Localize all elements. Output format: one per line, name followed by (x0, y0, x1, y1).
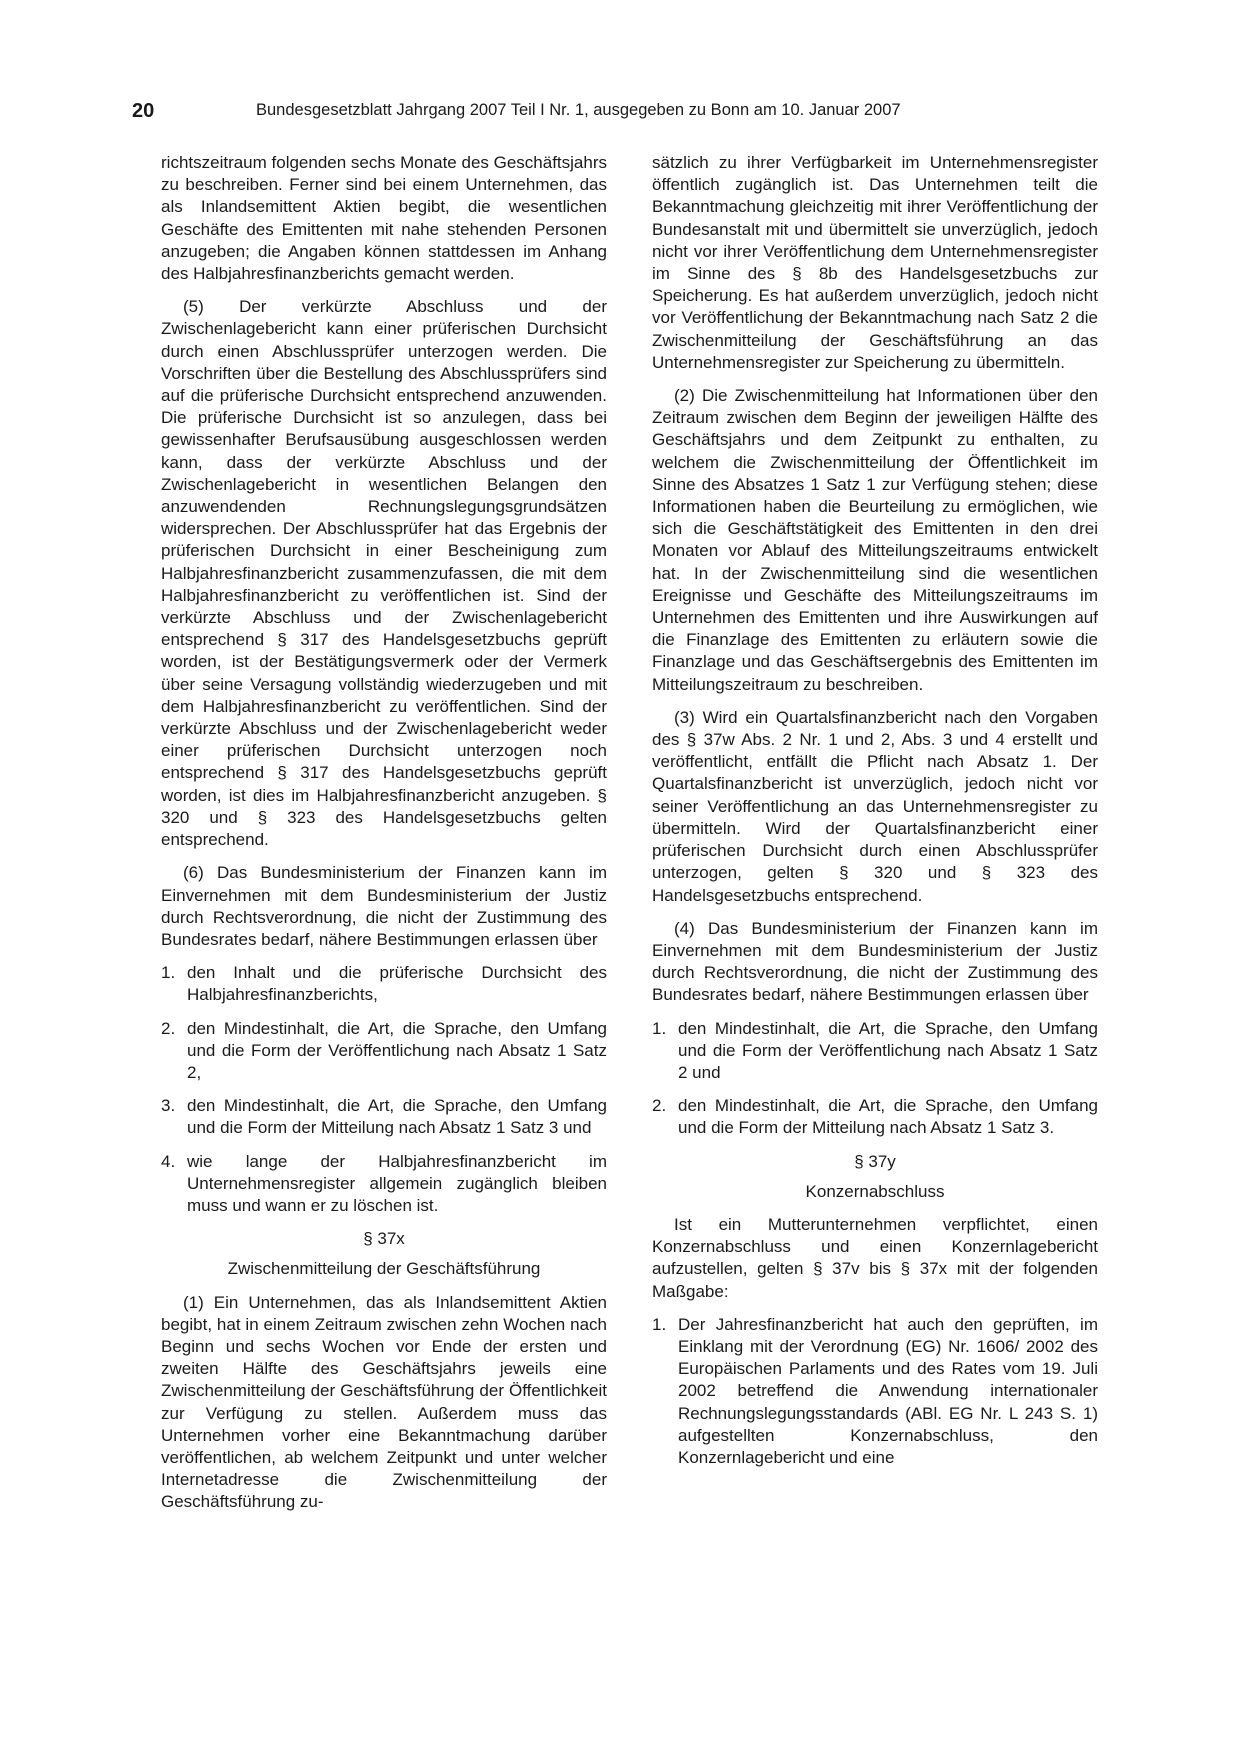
section-number: § 37y (854, 1151, 896, 1171)
paragraph: sätzlich zu ihrer Verfügbarkeit im Unternehmensregister öffentlich zugänglich ist. Das Unternehmen teilt die Bekanntmachung gleichzeitig mit ihrer Veröffentlichung der Bundesanstalt mit und übermittelt sie unverzüglich, jedoch nicht vor ihrer Veröffentlichung dem Unternehmensregister im Sinne des § 8b des Handelsgesetzbuchs zur Speicherung. Es hat außerdem unverzüglich, jedoch nicht vor Veröffentlichung der Bekanntmachung nach Satz 2 die Zwischenmitteilung der Geschäftsführung an das Unternehmensregister zur Speicherung zu übermitteln. (652, 153, 1098, 372)
list-item: 1. den Mindestinhalt, die Art, die Sprache, den Umfang und die Form der Veröffentlichung nach Absatz 1 Satz 2 und (652, 1018, 1098, 1082)
section-number: § 37x (363, 1229, 405, 1249)
paragraph: (1) Ein Unternehmen, das als Inlandsemittent Aktien begibt, hat in einem Zeitraum zwischen zehn Wochen nach Beginn und sechs Wochen vor Ende der ersten und zweiten Hälfte des Geschäftsjahrs jeweils eine Zwischenmitteilung der Geschäftsführung der Öffentlichkeit zur Verfügung zu stellen. Außerdem muss das Unternehmen vorher eine Bekanntmachung darüber veröffentlichen, ab welchem Zeitpunkt und unter welcher Internetadresse die Zwischenmitteilung der Geschäftsführung zu- (161, 1292, 607, 1512)
list-item: 2. den Mindestinhalt, die Art, die Sprache, den Umfang und die Form der Mitteilung nach Absatz 1 Satz 3. (652, 1096, 1098, 1138)
list-item: 1. Der Jahresfinanzbericht hat auch den geprüften, im Einklang mit der Verordnung (EG) Nr. 1606/ 2002 des Europäischen Parlaments und des Rates vom 19. Juli 2002 betreffend die Anwendung internationaler Rechnungslegungsstandards (ABl. EG Nr. L 243 S. 1) aufgestellten Konzernabschluss, den Konzernlagebericht und eine (652, 1314, 1098, 1467)
left-column (161, 152, 607, 1525)
numbered-list (161, 962, 607, 1217)
numbered-list (652, 1018, 1098, 1140)
page-number: 20 (132, 100, 155, 122)
paragraph: richtszeitraum folgenden sechs Monate des Geschäftsjahrs zu beschreiben. Ferner sind bei einem Unternehmen, das als Inlandsemittent Aktien begibt, die wesentlichen Geschäfte des Emittenten mit nahe stehenden Personen anzugeben; die Angaben können stattdessen im Anhang des Halbjahresfinanzberichts gemacht werden. (161, 153, 608, 284)
paragraph: (4) Das Bundesministerium der Finanzen kann im Einvernehmen mit dem Bundesministerium der Justiz durch Rechtsverordnung, die nicht der Zustimmung des Bundesrates bedarf, nähere Bestimmungen erlassen über (652, 918, 1098, 1005)
list-item: 4. wie lange der Halbjahresfinanzbericht im Unternehmensregister allgemein zugänglich bleiben muss und wann er zu löschen ist. (161, 1151, 607, 1215)
running-title: Bundesgesetzblatt Jahrgang 2007 Teil I Nr. 1, ausgegeben zu Bonn am 10. Januar 2007 (256, 101, 901, 119)
list-item: 3. den Mindestinhalt, die Art, die Sprache, den Umfang und die Form der Mitteilung nach Absatz 1 Satz 3 und (161, 1096, 607, 1138)
section-title: Konzernabschluss (805, 1181, 945, 1201)
paragraph: (6) Das Bundesministerium der Finanzen kann im Einvernehmen mit dem Bundesministerium der Justiz durch Rechtsverordnung, die nicht der Zustimmung des Bundesrates bedarf, nähere Bestimmungen erlassen über (161, 863, 607, 949)
numbered-list (652, 1314, 1098, 1469)
right-column (652, 152, 1098, 1480)
section-title: Zwischenmitteilung der Geschäftsführung (227, 1259, 541, 1279)
paragraph: (2) Die Zwischenmitteilung hat Informationen über den Zeitraum zwischen dem Beginn der jeweiligen Hälfte des Geschäftsjahrs und dem Zeitpunkt zu enthalten, zu welchem die Zwischenmitteilung der Öffentlichkeit im Sinne des Absatzes 1 Satz 1 zur Verfügung stehen; diese Informationen haben die Beurteilung zu ermöglichen, wie sich die Geschäftstätigkeit des Emittenten in den drei Monaten vor Ablauf des Mitteilungszeitraums entwickelt hat. In der Zwischenmitteilung sind die wesentlichen Ereignisse und Geschäfte des Mitteilungszeitraums im Unternehmen des Emittenten und ihre Auswirkungen auf die Finanzlage des Emittenten zu erläutern sowie die Finanzlage und das Geschäftsergebnis des Emittenten im Mitteilungszeitraum zu beschreiben. (652, 386, 1098, 694)
paragraph: (3) Wird ein Quartalsfinanzbericht nach den Vorgaben des § 37w Abs. 2 Nr. 1 und 2, Abs. 3 und 4 erstellt und veröffentlicht, entfällt die Pflicht nach Absatz 1. Der Quartalsfinanzbericht ist unverzüglich, jedoch nicht vor seiner Veröffentlichung an das Unternehmensregister zu übermitteln. Wird der Quartalsfinanzbericht einer prüferischen Durchsicht durch einen Abschlussprüfer unterzogen, gelten § 320 und § 323 des Handelsgesetzbuchs entsprechend. (652, 707, 1098, 905)
list-item: 1. den Inhalt und die prüferische Durchsicht des Halbjahresfinanzberichts, (161, 963, 607, 1005)
paragraph: (5) Der verkürzte Abschluss und der Zwischenlagebericht kann einer prüferischen Durchsicht durch einen Abschlussprüfer unterzogen werden. Die Vorschriften über die Bestellung des Abschlussprüfers sind auf die prüferische Durchsicht entsprechend anzuwenden. Die prüferische Durchsicht ist so anzulegen, dass bei gewissenhafter Berufsausübung ausgeschlossen werden kann, dass der verkürzte Abschluss und der Zwischenlagebericht in wesentlichen Belangen den anzuwendenden Rechnungslegungsgrundsätzen widersprechen. Der Abschlussprüfer hat das Ergebnis der prüferischen Durchsicht in einer Bescheinigung zum Halbjahresfinanzbericht zusammenzufassen, die mit dem Halbjahresfinanzbericht zu veröffentlichen ist. Sind der verkürzte Abschluss und der Zwischenlagebericht entsprechend § 317 des Handelsgesetzbuchs geprüft worden, ist der Bestätigungsvermerk oder der Vermerk über seine Versagung vollständig wiederzugeben und mit dem Halbjahresfinanzbericht zu veröffentlichen. Sind der verkürzte Abschluss und der Zwischenlagebericht weder einer prüferischen Durchsicht unterzogen noch entsprechend § 317 des Handelsgesetzbuchs geprüft worden, ist dies im Halbjahresfinanzbericht anzugeben. § 320 und § 323 des Handelsgesetzbuchs gelten entsprechend. (161, 297, 607, 850)
paragraph: Ist ein Mutterunternehmen verpflichtet, einen Konzernabschluss und einen Konzernlagebericht aufzustellen, gelten § 37v bis § 37x mit der folgenden Maßgabe: (652, 1214, 1098, 1301)
page-header (132, 100, 1098, 126)
list-item: 2. den Mindestinhalt, die Art, die Sprache, den Umfang und die Form der Veröffentlichung nach Absatz 1 Satz 2, (161, 1018, 607, 1082)
